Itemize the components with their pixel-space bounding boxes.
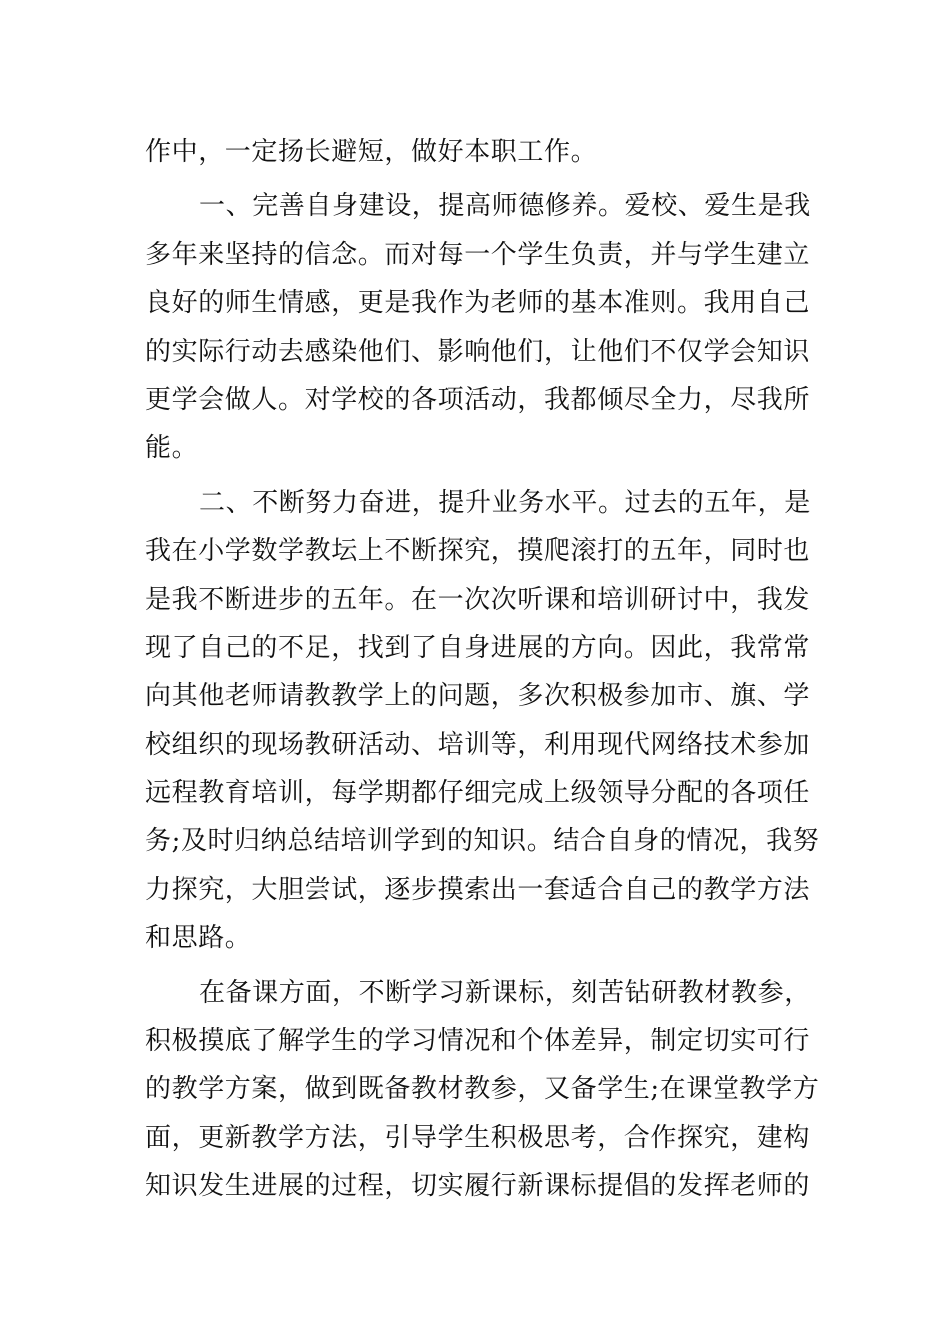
text-line: 在备课方面，不断学习新课标，刻苦钻研教材教参， (199, 977, 811, 1008)
text-line: 更学会做人。对学校的各项活动，我都倾尽全力，尽我所 (145, 384, 811, 415)
text-line: 我在小学数学教坛上不断探究，摸爬滚打的五年，同时也 (145, 536, 811, 567)
text-line: 力探究，大胆尝试，逐步摸索出一套适合自己的教学方法 (145, 874, 811, 905)
text-line: 作中，一定扬长避短，做好本职工作。 (145, 137, 598, 167)
text-line: 知识发生进展的过程，切实履行新课标提倡的发挥老师的 (145, 1171, 811, 1202)
text-line: 和思路。 (145, 923, 252, 954)
text-line: 校组织的现场教研活动、培训等，利用现代网络技术参加 (145, 729, 811, 760)
text-line: 的实际行动去感染他们、影响他们，让他们不仅学会知识 (145, 336, 811, 367)
text-line: 是我不断进步的五年。在一次次听课和培训研讨中，我发 (145, 584, 811, 615)
body-text (145, 128, 820, 1211)
paragraph-continuation (145, 128, 810, 176)
text-line: 积极摸底了解学生的学习情况和个体差异，制定切实可行 (145, 1026, 811, 1057)
text-line: 面，更新教学方法，引导学生积极思考，合作探究，建构 (145, 1122, 811, 1153)
text-line: 现了自己的不足，找到了自身进展的方向。因此，我常常 (145, 632, 811, 663)
text-line: 务;及时归纳总结培训学到的知识。结合自身的情况，我努 (145, 826, 820, 857)
text-line: 向其他老师请教教学上的问题，多次积极参加市、旗、学 (145, 681, 811, 712)
text-line: 能。 (145, 433, 199, 464)
text-line: 一、完善自身建设，提高师德修养。爱校、爱生是我 (199, 191, 811, 222)
text-line: 多年来坚持的信念。而对每一个学生负责，并与学生建立 (145, 239, 811, 270)
paragraph-lesson-preparation (145, 969, 820, 1211)
text-line: 远程教育培训，每学期都仔细完成上级领导分配的各项任 (145, 778, 811, 809)
paragraph-professional-growth (145, 479, 820, 963)
text-line: 的教学方案，做到既备教材教参，又备学生;在课堂教学方 (145, 1074, 820, 1105)
text-line: 二、不断努力奋进，提升业务水平。过去的五年，是 (199, 487, 811, 518)
text-line: 良好的师生情感，更是我作为老师的基本准则。我用自己 (145, 288, 811, 319)
paragraph-teacher-ethics (145, 182, 810, 472)
